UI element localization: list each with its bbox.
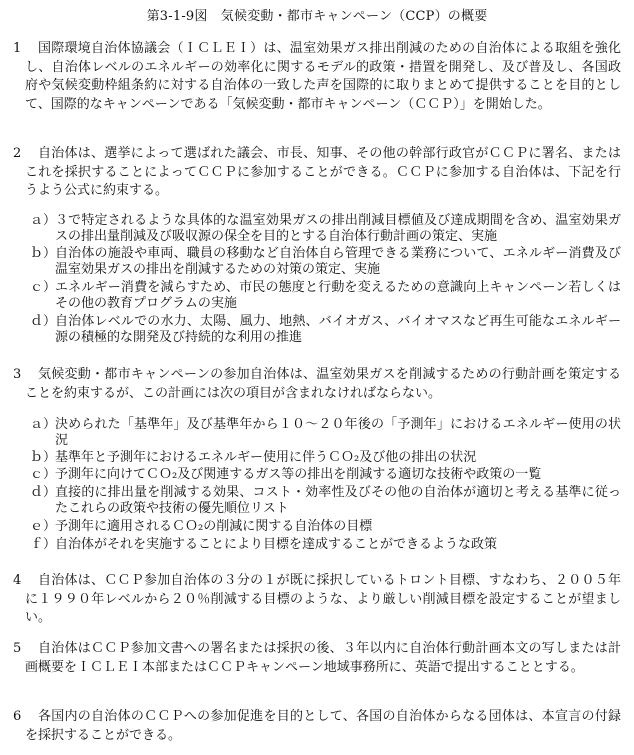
item-number: 4 — [13, 573, 22, 588]
sub-item-text: 自治体レベルでの水力、太陽、風力、地熱、バイオガス、バイオマスなど再生可能なエネルギー源の積極的な開発及び持続的な利用の推進 — [55, 314, 621, 345]
sub-item-mark: ｄ） — [30, 485, 57, 500]
sub-item-text: エネルギー消費を減らすため、市民の態度と行動を変えるための意識向上キャンペーン若しくはその他の教育プログラムの実施 — [55, 280, 621, 311]
item-text: 気候変動・都市キャンペーンの参加自治体は、温室効果ガスを削減するための行動計画を策定することを約束するが、この計画には次の項目が含まれなければならない。 — [25, 367, 621, 401]
sub-item-mark: ｅ） — [30, 519, 57, 534]
item-number: 2 — [13, 146, 22, 161]
item-text: 自治体は、ＣＣＰ参加自治体の３分の１が既に採択しているトロント目標、すなわち、２００５年に１９９０年レベルから２０％削減する目標のような、より厳しい削減目標を設定することが望ましい。 — [25, 573, 621, 625]
figure-title: 第3-1-9図 気候変動・都市キャンペーン（CCP）の概要 — [146, 9, 488, 24]
item-text: 各国内の自治体のＣＣＰへの参加促進を目的として、各国の自治体からなる団体は、本宣言の付録を採択することができる。 — [25, 709, 621, 743]
sub-item-mark: ｄ） — [30, 314, 57, 329]
item-text: 自治体は、選挙によって選ばれた議会、市長、知事、その他の幹部行政官がＣＣＰに署名、またはこれを採択することによってＣＣＰに参加することができる。ＣＣＰに参加する自治体は、下記を行うよう公式に約束する。 — [25, 146, 621, 198]
sub-item-mark: ｂ） — [30, 450, 57, 465]
sub-item-text: 予測年に向けてＣＯ₂及び関連するガス等の排出を削減する適切な技術や政策の一覧 — [55, 467, 542, 482]
sub-item-mark: ａ） — [30, 417, 57, 432]
item-number: 5 — [13, 641, 22, 656]
sub-item-mark: ｆ） — [30, 537, 57, 552]
item-text: 自治体はＣＣＰ参加文書への署名または採択の後、３年以内に自治体行動計画本文の写しまたは計画概要をＩＣＬＥＩ本部またはＣＣＰキャンペーン地域事務所に、英語で提出することとする。 — [25, 641, 621, 675]
sub-item-mark: ｃ） — [30, 280, 57, 295]
sub-item-mark: ｂ） — [30, 246, 57, 261]
sub-item-text: 予測年に適用されるＣＯ₂の削減に関する自治体の目標 — [55, 519, 373, 534]
sub-item-text: 直接的に排出量を削減する効果、コスト・効率性及びその他の自治体が適切と考える基準に従ったこれらの政策や技術の優先順位リスト — [55, 485, 621, 516]
sub-item-text: 自治体がそれを実施することにより目標を達成することができるような政策 — [55, 537, 498, 552]
sub-item-text: 決められた「基準年」及び基準年から１０～２０年後の「予測年」におけるエネルギー使用の状況 — [55, 417, 621, 448]
sub-item-text: ３で特定されるような具体的な温室効果ガスの排出削減目標値及び達成期間を含め、温室効果ガスの排出量削減及び吸収源の保全を目的とする自治体行動計画の策定、実施 — [55, 213, 621, 244]
item-text: 国際環境自治体協議会（ＩＣＬＥＩ）は、温室効果ガス排出削減のための自治体による取組を強化し、自治体レベルのエネルギーの効率化に関するモデル的政策・措置を開発し、及び普及し、各国政府や気候変動枠組条約に対する自治体の一致した声を国際的に取りまとめて提供することを目的として、国際的なキャンペーンである「気候変動・都市キャンペーン（ＣＣＰ）」を開始した。 — [25, 41, 621, 112]
item-number: 3 — [13, 367, 22, 382]
item-number: 1 — [13, 41, 22, 56]
sub-item-mark: ａ） — [30, 213, 57, 228]
sub-item-text: 基準年と予測年におけるエネルギー使用に伴うＣＯ₂及び他の排出の状況 — [55, 450, 477, 465]
sub-item-text: 自治体の施設や車両、職員の移動など自治体自ら管理できる業務について、エネルギー消費及び温室効果ガスの排出を削減するための対策の策定、実施 — [55, 246, 621, 277]
sub-item-mark: ｃ） — [30, 467, 57, 482]
item-number: 6 — [13, 709, 22, 724]
